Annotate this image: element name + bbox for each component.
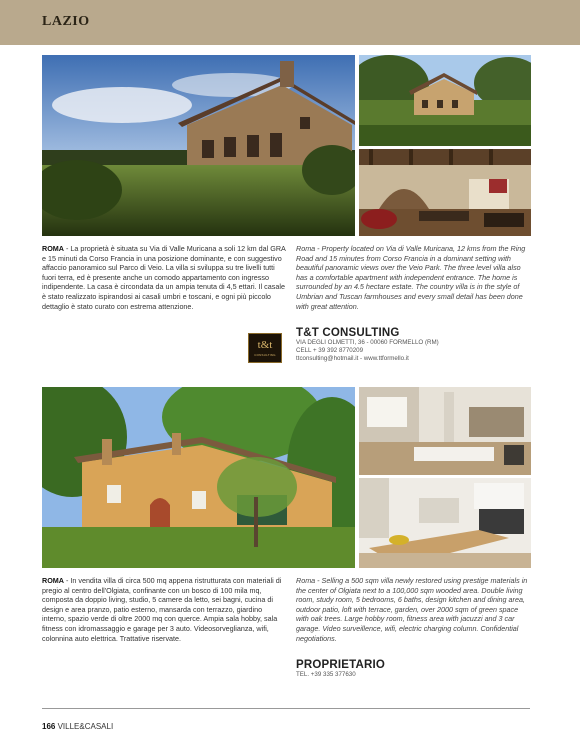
page-number: 166: [42, 722, 56, 731]
listing-1-text-it: - La proprietà è situata su Via di Valle Muricana a soli 12 km dal GRA e 15 minuti da Corso Francia in una posizione dominante, e con suggestivo affaccio panoramico sul Parco di Veio. La villa si sviluppa su tre livelli tutti fuori terra, ed è presente anche un comodo appartamento con ingresso indipendente. La casa è circondata da un ampia tenuta di 4,5 ettari. Il casale è stato realizzato ispirandosi ai casali umbri e toscani, e ogni più piccolo dettaglio è stato curato con estrema attenzione.: [42, 244, 286, 311]
photo-villa-interior-2: [359, 387, 531, 475]
listing-2-description-en: Roma - Selling a 500 sqm villa newly restored using prestige materials in the center of Olgiata next to a 100,000 sqm wooded area. Double living room, study room, 5 bedrooms, 6 baths, design kitchen and dining area, outdoor patio, loft with terrace, garden, over 2000 sqm of green space with oak trees. Large hobby room, fitness area with jacuzzi and 3 car garage. Video surveillence, wifi, electric charging column. Confidential negotiations.: [296, 576, 528, 643]
listing-1-lead: ROMA: [42, 244, 64, 253]
agency-logo: [248, 333, 282, 363]
section-header-bar: [0, 0, 580, 45]
magazine-name: VILLE&CASALI: [57, 722, 114, 731]
agency-1-address: VIA DEGLI OLMETTI, 36 - 00060 FORMELLO (RM): [296, 339, 439, 346]
listing-2-text-it: - In vendita villa di circa 500 mq appena ristrutturata con materiali di pregio al centro dell'Olgiata, confinante con un bosco di 100 mila mq, composta da doppio living, studio, 5 camere da letto, sei bagni, cucina di design e area pranzo, patio esterno, mansarda con terrazzo, giardino interno, spazio verde di oltre 2000 mq con querce. Ampia sala hobby, sala fitness con idromassaggio e garage per 3 auto. Videosorveglianza, wifi, colonnina auto elettrica. Trattative riservate.: [42, 576, 282, 643]
agency-2-contact: [296, 659, 385, 679]
listing-2-lead: ROMA: [42, 576, 64, 585]
agency-1-name: T&T CONSULTING: [296, 327, 400, 339]
agency-logo-subtext: CONSULTING: [254, 353, 276, 357]
agency-1-email-web: ttconsulting@hotmail.it - www.ttformello.it: [296, 355, 409, 363]
listing-1-description-it: [42, 244, 286, 311]
agency-1-phone: CELL + 39 392 8770209: [296, 347, 364, 355]
footer-divider: [42, 708, 530, 709]
photo-villa-exterior-3: [42, 387, 355, 568]
photo-villa-interior-1: [359, 149, 531, 236]
page-folio: [42, 722, 113, 731]
photo-villa-exterior-1: [42, 55, 355, 236]
section-title: LAZIO: [42, 14, 90, 29]
agency-2-name: PROPRIETARIO: [296, 659, 386, 671]
agency-logo-text: t&t: [257, 339, 273, 351]
agency-1-contact: [296, 327, 439, 364]
listing-2-description-it: [42, 576, 286, 643]
agency-2-phone: TEL. +39 335 377630: [296, 671, 356, 678]
listing-1-description-en: Roma - Property located on Via di Valle Muricana, 12 kms from the Ring Road and 15 minutes from Corso Francia in a dominant setting with beautiful panoramic views over the Veio Park. The three level villa also has a comfortable apartment with independent entrance. The home is surrounded by an 4.5 hectare estate. The country villa is in the style of Umbrian and Tuscan farmhouses and every small detail has been done with great attention.: [296, 244, 526, 311]
photo-villa-exterior-2: [359, 55, 531, 146]
photo-villa-kitchen: [359, 478, 531, 568]
